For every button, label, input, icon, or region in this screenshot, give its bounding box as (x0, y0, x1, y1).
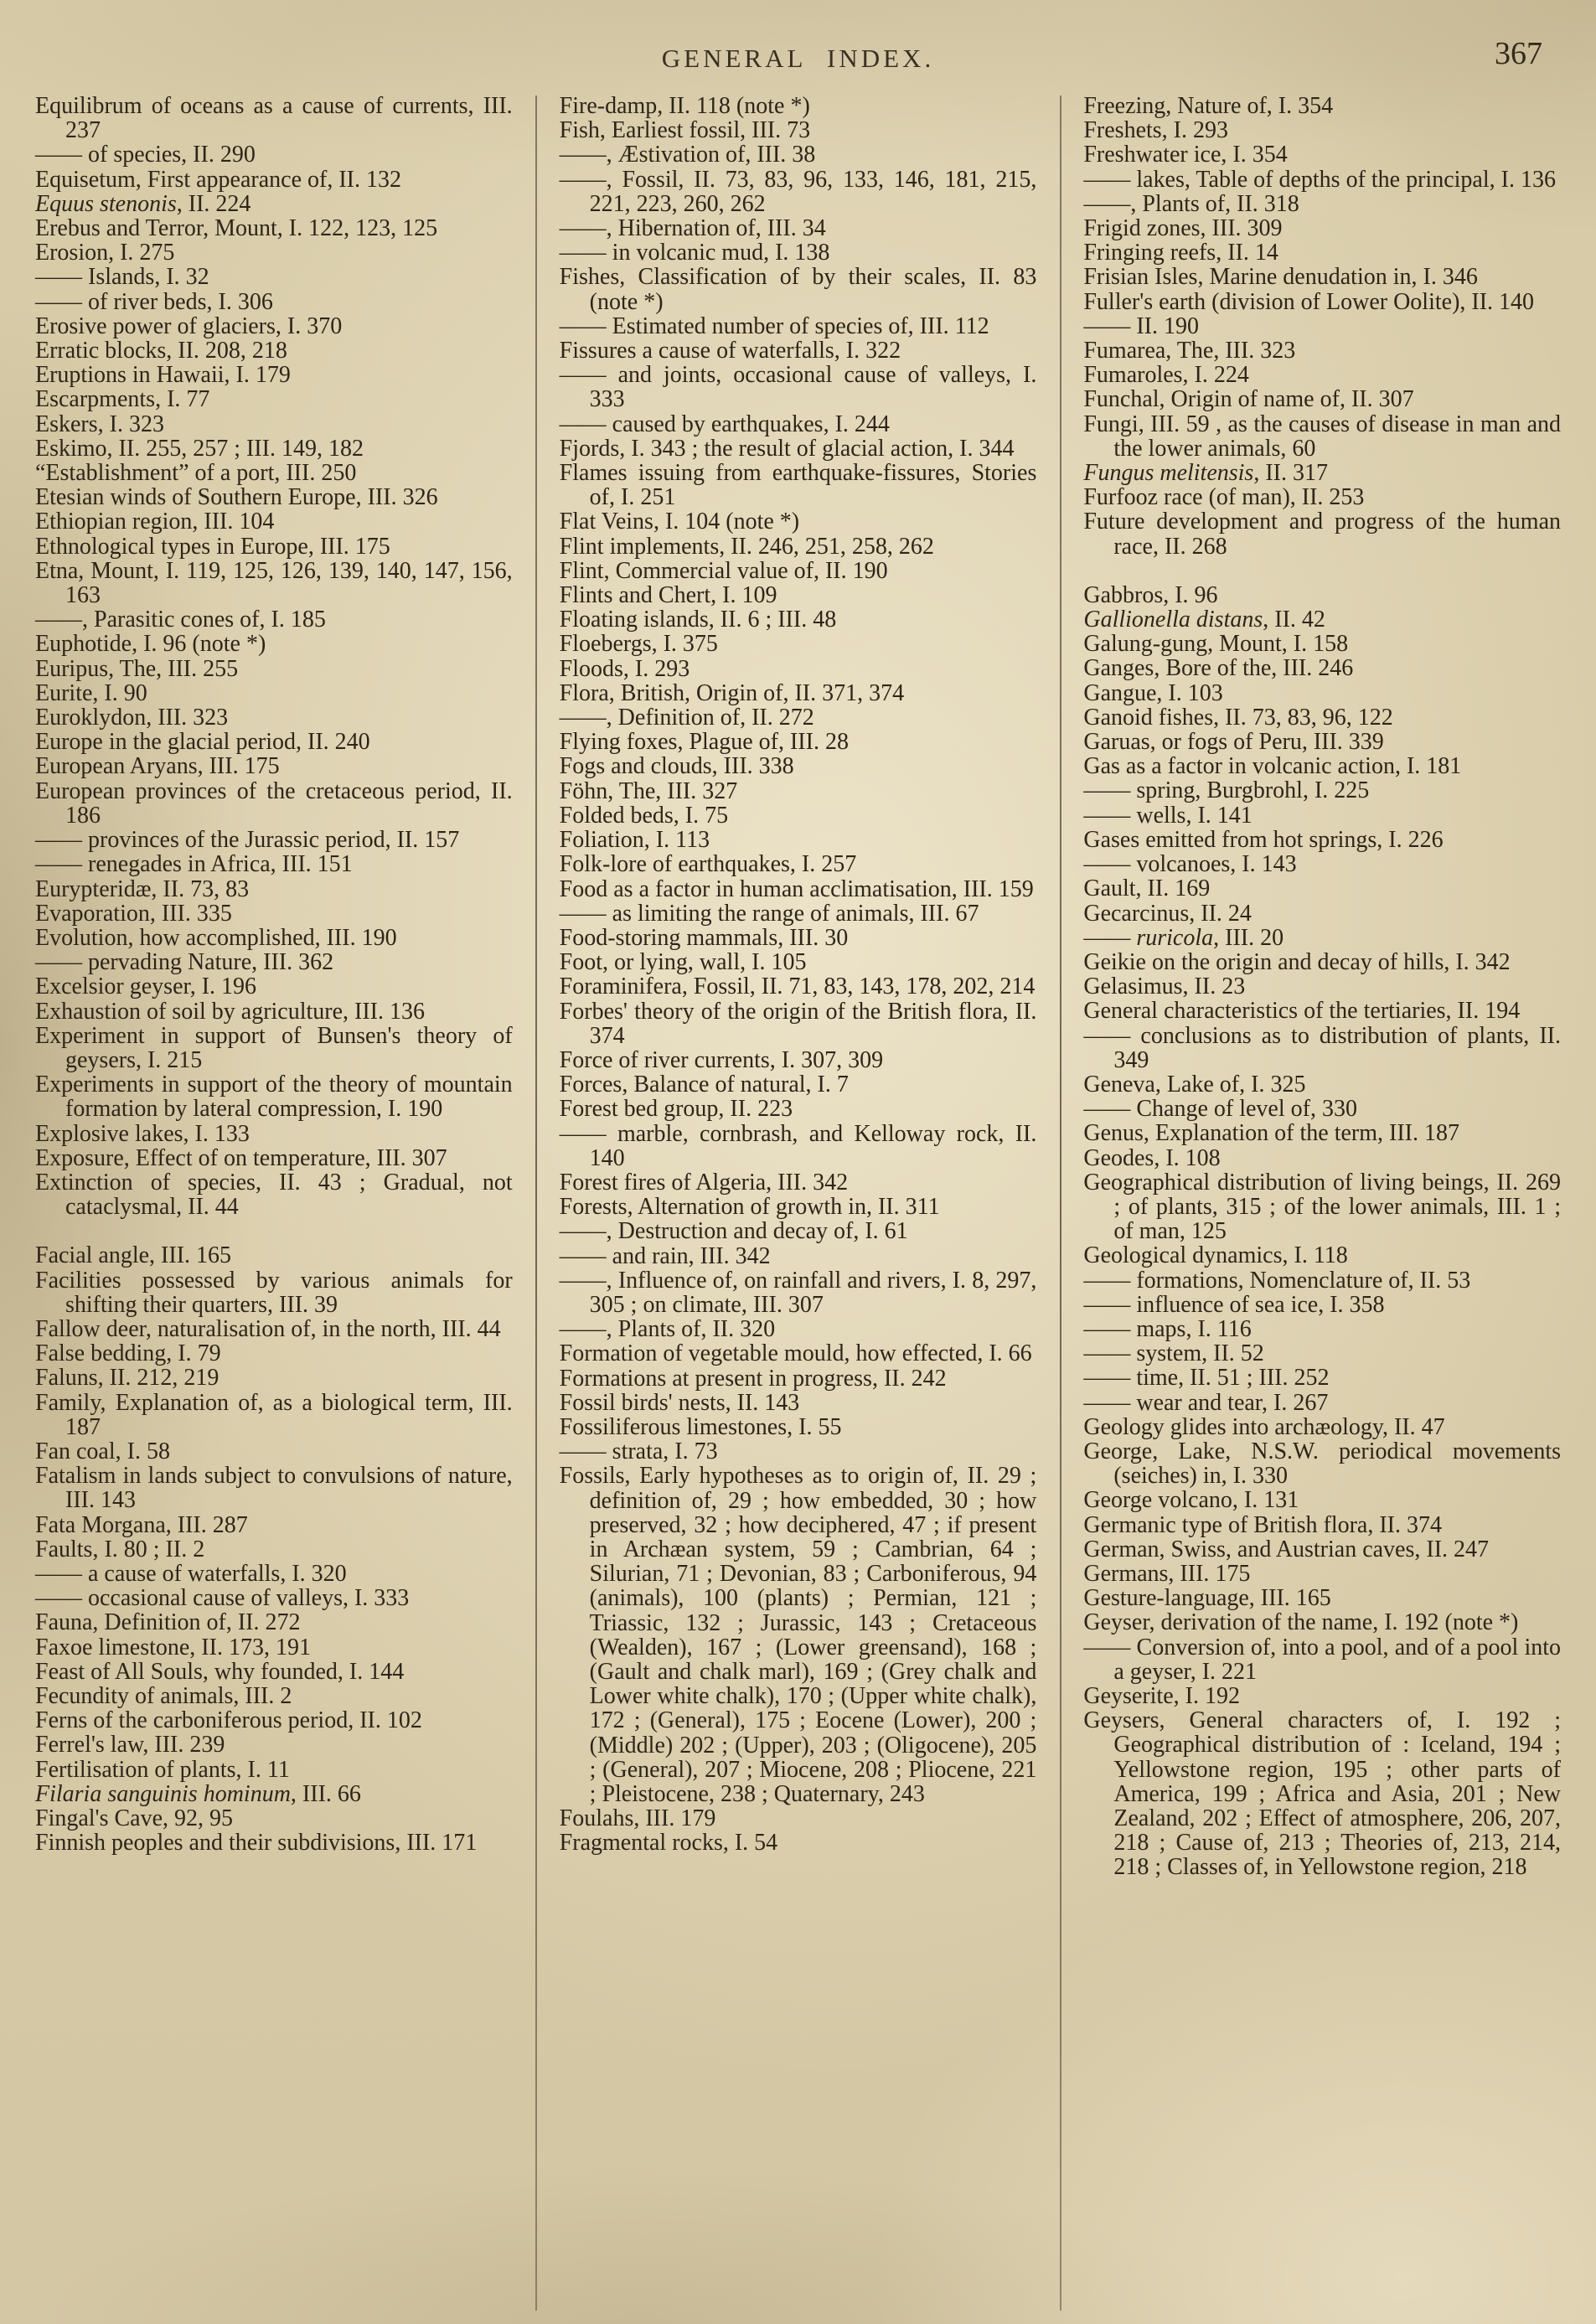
index-entry: Fuller's earth (division of Lower Oolite), II. 140 (1083, 288, 1535, 315)
index-entry: —— and rain, III. 342 (559, 1242, 771, 1269)
index-entry: —— spring, Burgbrohl, I. 225 (1083, 777, 1370, 804)
index-entry: Geology glides into archæology, II. 47 (1083, 1413, 1445, 1440)
index-entry: Etesian winds of Southern Europe, III. 326 (35, 484, 438, 511)
index-entry: Geysers, General characters of, I. 192 ; Geographical distribution of : Iceland, 194 ; Yellowstone region, 195 ; other parts of America, 199 ; Africa and Asia, 201 ; New Zealand, 202 ; Effect of atmosphere, 206, 207, 218 ; Cause of, 213 ; Theories of, 213, 214, 218 ; Classes of, in Yellowstone region, 218 (1083, 1707, 1562, 1881)
index-entry: Freshwater ice, I. 354 (1083, 142, 1288, 168)
index-columns (0, 94, 1596, 2322)
index-entry: Force of river currents, I. 307, 309 (559, 1046, 884, 1073)
index-entry: Fishes, Classification of by their scales, II. 83 (note *) (559, 264, 1037, 315)
page-title: GENERAL INDEX. (661, 44, 935, 73)
index-entry: Ganges, Bore of the, III. 246 (1083, 655, 1354, 682)
index-entry: Formations at present in progress, II. 242 (559, 1365, 947, 1392)
index-entry: Flint, Commercial value of, II. 190 (559, 557, 888, 584)
index-entry: General characteristics of the tertiaries, II. 194 (1083, 998, 1521, 1025)
index-entry: European Aryans, III. 175 (35, 753, 280, 780)
index-entry: Fatalism in lands subject to convulsions of nature, III. 143 (35, 1463, 513, 1514)
index-entry: “Establishment” of a port, III. 250 (35, 460, 357, 487)
index-entry: ——, Destruction and decay of, I. 61 (559, 1218, 908, 1245)
index-entry: Ferrel's law, III. 239 (35, 1732, 225, 1758)
index-entry: Fish, Earliest fossil, III. 73 (559, 117, 811, 144)
index-entry: Equisetum, First appearance of, II. 132 (35, 166, 401, 193)
index-entry: Fungus melitensis, II. 317 (1083, 460, 1328, 487)
index-entry: Food-storing mammals, III. 30 (559, 924, 849, 951)
index-entry: Experiments in support of the theory of mountain formation by lateral compression, I. 190 (35, 1072, 513, 1123)
index-entry: Geographical distribution of living beings, II. 269 ; of plants, 315 ; of the lower animals, III. 1 ; of man, 125 (1083, 1169, 1562, 1245)
index-entry: —— pervading Nature, III. 362 (35, 949, 334, 976)
index-entry: Erebus and Terror, Mount, I. 122, 123, 125 (35, 215, 438, 242)
index-entry: Funchal, Origin of name of, II. 307 (1083, 386, 1414, 413)
column-divider-left (535, 96, 537, 2311)
index-entry: Geikie on the origin and decay of hills, I. 342 (1083, 948, 1511, 975)
index-entry: —— II. 190 (1083, 312, 1199, 339)
index-entry: —— formations, Nomenclature of, II. 53 (1083, 1267, 1471, 1294)
index-entry: ——, Plants of, II. 320 (559, 1316, 776, 1343)
index-entry: Fjords, I. 343 ; the result of glacial action, I. 344 (559, 435, 1015, 462)
index-entry: Geyserite, I. 192 (1083, 1683, 1240, 1709)
index-entry: Flames issuing from earthquake-fissures, Stories of, I. 251 (559, 460, 1037, 511)
index-entry: Forests, Alternation of growth in, II. 311 (559, 1194, 940, 1221)
letter-group-gap (1083, 559, 1561, 583)
index-entry: Ethiopian region, III. 104 (35, 509, 275, 535)
index-entry: —— a cause of waterfalls, I. 320 (35, 1560, 347, 1587)
index-entry: Forbes' theory of the origin of the British flora, II. 374 (559, 998, 1037, 1049)
index-column-1 (35, 94, 513, 2322)
index-entry: —— renegades in Africa, III. 151 (35, 851, 353, 878)
index-entry: Freshets, I. 293 (1083, 117, 1228, 144)
index-entry: Formation of vegetable mould, how effected, I. 66 (559, 1340, 1032, 1367)
index-entry: Föhn, The, III. 327 (559, 777, 738, 804)
index-entry: False bedding, I. 79 (35, 1340, 221, 1367)
index-entry: Floebergs, I. 375 (559, 631, 718, 658)
index-entry: Fallow deer, naturalisation of, in the north, III. 44 (35, 1315, 501, 1342)
index-entry: Garuas, or fogs of Peru, III. 339 (1083, 729, 1384, 756)
index-entry: —— lakes, Table of depths of the principal, I. 136 (1083, 166, 1556, 193)
index-entry: ——, Plants of, II. 318 (1083, 190, 1299, 217)
index-entry: —— as limiting the range of animals, III. 67 (559, 900, 979, 927)
index-entry: Furfooz race (of man), II. 253 (1083, 484, 1365, 511)
index-entry: Europe in the glacial period, II. 240 (35, 729, 370, 756)
index-entry: —— Islands, I. 32 (35, 264, 209, 291)
index-entry: George, Lake, N.S.W. periodical movements (seiches) in, I. 330 (1083, 1438, 1562, 1490)
index-entry: Family, Explanation of, as a biological term, III. 187 (35, 1389, 513, 1440)
index-entry: Foraminifera, Fossil, II. 71, 83, 143, 178, 202, 214 (559, 973, 1036, 1000)
index-entry: Equus stenonis, II. 224 (35, 190, 251, 217)
index-entry: —— ruricola, III. 20 (1083, 924, 1284, 951)
index-entry: Flora, British, Origin of, II. 371, 374 (559, 679, 905, 706)
index-entry: —— wells, I. 141 (1083, 802, 1253, 829)
index-entry: —— wear and tear, I. 267 (1083, 1389, 1329, 1416)
index-entry: Fecundity of animals, III. 2 (35, 1683, 292, 1709)
index-entry: Excelsior geyser, I. 196 (35, 973, 257, 1000)
page-number: 367 (1495, 36, 1542, 71)
index-entry: Ferns of the carboniferous period, II. 102 (35, 1707, 422, 1734)
index-entry: —— in volcanic mud, I. 138 (559, 240, 830, 266)
index-column-2 (560, 94, 1037, 2322)
index-entry: —— of river beds, I. 306 (35, 288, 273, 315)
index-entry: Foliation, I. 113 (559, 827, 710, 854)
index-entry: —— Estimated number of species of, III. 112 (559, 312, 989, 339)
index-entry: Flat Veins, I. 104 (note *) (559, 509, 800, 535)
index-entry: —— Change of level of, 330 (1083, 1096, 1357, 1123)
index-entry: Gesture-language, III. 165 (1083, 1585, 1331, 1612)
index-entry: —— conclusions as to distribution of plants, II. 349 (1083, 1022, 1562, 1073)
index-entry: Explosive lakes, I. 133 (35, 1120, 250, 1147)
index-entry: —— system, II. 52 (1083, 1340, 1264, 1367)
index-entry: Future development and progress of the human race, II. 268 (1083, 509, 1562, 560)
index-entry: Fauna, Definition of, II. 272 (35, 1609, 301, 1636)
index-entry: Gases emitted from hot springs, I. 226 (1083, 826, 1444, 853)
index-entry: Galung-gung, Mount, I. 158 (1083, 631, 1349, 658)
index-entry: Gas as a factor in volcanic action, I. 181 (1083, 753, 1462, 780)
index-entry: Fata Morgana, III. 287 (35, 1511, 248, 1538)
index-entry: Eskers, I. 323 (35, 411, 164, 437)
index-entry: Facial angle, III. 165 (35, 1242, 232, 1269)
index-entry: Fossils, Early hypotheses as to origin of, II. 29 ; definition of, 29 ; how embedded, 30 ; how preserved, 32 ; how deciphered, 47 ; if present in Archæan system, 59 ; Cambrian, 64 ; Silurian, 71 ; Devonian, 83 ; Carboniferous, 94 (animals), 100 (plants) ; Permian, 121 ; Triassic, 132 ; Jurassic, 143 ; Cretaceous (Wealden), 167 ; (Lower greensand), 168 ; (Gault and chalk marl), 169 ; (Grey chalk and Lower white chalk), 170 ; (Upper white chalk), 172 ; (General), 175 ; Eocene (Lower), 200 ; (Middle) 202 ; (Upper), 203 ; (Oligocene), 205 ; (General), 207 ; Miocene, 208 ; Pliocene, 221 ; Pleistocene, 238 ; Quaternary, 243 (559, 1463, 1037, 1808)
index-entry: Floods, I. 293 (559, 655, 690, 682)
index-entry: Exposure, Effect of on temperature, III. 307 (35, 1144, 447, 1171)
index-entry: —— influence of sea ice, I. 358 (1083, 1291, 1385, 1318)
index-entry: Fissures a cause of waterfalls, I. 322 (559, 338, 901, 364)
index-entry: Experiment in support of Bunsen's theory of geysers, I. 215 (35, 1022, 513, 1073)
index-entry: —— and joints, occasional cause of valleys, I. 333 (559, 362, 1037, 413)
index-entry: Germanic type of British flora, II. 374 (1083, 1511, 1442, 1538)
index-entry: Escarpments, I. 77 (35, 386, 210, 413)
index-entry: Gangue, I. 103 (1083, 679, 1223, 706)
index-entry: Eruptions in Hawaii, I. 179 (35, 362, 291, 389)
index-entry: Euroklydon, III. 323 (35, 705, 229, 731)
index-entry: Flint implements, II. 246, 251, 258, 262 (559, 533, 934, 560)
index-entry: Filaria sanguinis hominum, III. 66 (35, 1780, 361, 1807)
index-entry: Evaporation, III. 335 (35, 900, 232, 927)
index-entry: Geodes, I. 108 (1083, 1144, 1221, 1171)
index-entry: Facilities possessed by various animals for shifting their quarters, III. 39 (35, 1267, 513, 1318)
index-entry: Euripus, The, III. 255 (35, 655, 239, 682)
index-entry: German, Swiss, and Austrian caves, II. 247 (1083, 1536, 1490, 1562)
letter-group-gap (35, 1219, 513, 1243)
index-entry: Forest bed group, II. 223 (559, 1096, 793, 1123)
index-entry: Eurite, I. 90 (35, 679, 147, 706)
index-entry: Foot, or lying, wall, I. 105 (559, 949, 807, 976)
index-entry: Erosion, I. 275 (35, 240, 175, 266)
index-entry: Euphotide, I. 96 (note *) (35, 631, 266, 658)
index-entry: Germans, III. 175 (1083, 1560, 1251, 1587)
index-entry: ——, Definition of, II. 272 (559, 705, 814, 731)
index-entry: Ethnological types in Europe, III. 175 (35, 533, 390, 560)
index-entry: Fungi, III. 59 , as the causes of disease in man and the lower animals, 60 (1083, 411, 1562, 462)
index-entry: Erratic blocks, II. 208, 218 (35, 338, 287, 364)
index-entry: Eskimo, II. 255, 257 ; III. 149, 182 (35, 435, 364, 462)
index-entry: George volcano, I. 131 (1083, 1487, 1299, 1514)
index-entry: ——, Influence of, on rainfall and rivers, I. 8, 297, 305 ; on climate, III. 307 (559, 1267, 1037, 1318)
index-entry: ——, Hibernation of, III. 34 (559, 215, 826, 242)
index-entry: —— marble, cornbrash, and Kelloway rock, II. 140 (559, 1120, 1037, 1171)
index-entry: Fan coal, I. 58 (35, 1438, 170, 1464)
index-entry: Gelasimus, II. 23 (1083, 973, 1246, 1000)
index-entry: Fire-damp, II. 118 (note *) (559, 94, 810, 119)
index-entry: Folk-lore of earthquakes, I. 257 (559, 851, 857, 878)
index-entry: Forest fires of Algeria, III. 342 (559, 1169, 849, 1196)
index-entry: Frigid zones, III. 309 (1083, 215, 1283, 242)
index-entry: Fringing reefs, II. 14 (1083, 240, 1278, 266)
index-entry: Gallionella distans, II. 42 (1083, 607, 1325, 633)
index-entry: European provinces of the cretaceous period, II. 186 (35, 777, 513, 829)
index-entry: —— strata, I. 73 (559, 1438, 718, 1465)
index-entry: —— maps, I. 116 (1083, 1315, 1252, 1342)
index-entry: Feast of All Souls, why founded, I. 144 (35, 1658, 405, 1685)
index-entry: Freezing, Nature of, I. 354 (1083, 94, 1334, 119)
index-entry: Geological dynamics, I. 118 (1083, 1242, 1348, 1269)
index-entry: Fingal's Cave, 92, 95 (35, 1805, 234, 1832)
index-entry: Fragmental rocks, I. 54 (559, 1830, 778, 1857)
index-entry: Faluns, II. 212, 219 (35, 1365, 220, 1392)
index-entry: Gecarcinus, II. 24 (1083, 900, 1252, 927)
index-entry: Erosive power of glaciers, I. 370 (35, 312, 343, 339)
column-divider-right (1060, 96, 1061, 2311)
index-entry: Extinction of species, II. 43 ; Gradual, not cataclysmal, II. 44 (35, 1169, 513, 1221)
index-entry: —— of species, II. 290 (35, 142, 256, 168)
index-entry: ——, Parasitic cones of, I. 185 (35, 607, 326, 633)
index-entry: Foulahs, III. 179 (559, 1805, 716, 1832)
index-entry: Eurypteridæ, II. 73, 83 (35, 875, 250, 902)
index-entry: Floating islands, II. 6 ; III. 48 (559, 607, 837, 633)
index-entry: Forces, Balance of natural, I. 7 (559, 1072, 849, 1098)
index-entry: Fumarea, The, III. 323 (1083, 338, 1296, 364)
index-entry: Ganoid fishes, II. 73, 83, 96, 122 (1083, 704, 1393, 731)
index-entry: Fossil birds' nests, II. 143 (559, 1389, 800, 1416)
index-entry: —— time, II. 51 ; III. 252 (1083, 1365, 1330, 1392)
index-entry: Evolution, how accomplished, III. 190 (35, 924, 397, 951)
index-entry: Flying foxes, Plague of, III. 28 (559, 729, 849, 756)
index-entry: Exhaustion of soil by agriculture, III. 136 (35, 998, 426, 1025)
index-entry: ——, Æstivation of, III. 38 (559, 142, 816, 168)
index-entry: Gault, II. 169 (1083, 875, 1211, 902)
index-column-3 (1083, 94, 1561, 2322)
index-entry: ——, Fossil, II. 73, 83, 96, 133, 146, 181, 215, 221, 223, 260, 262 (559, 166, 1037, 217)
index-entry: Fumaroles, I. 224 (1083, 362, 1249, 389)
index-entry: Faults, I. 80 ; II. 2 (35, 1536, 205, 1562)
index-entry: Geyser, derivation of the name, I. 192 (note *) (1083, 1609, 1519, 1636)
index-entry: Frisian Isles, Marine denudation in, I. 346 (1083, 264, 1478, 291)
index-entry: —— occasional cause of valleys, I. 333 (35, 1585, 410, 1612)
index-entry: Folded beds, I. 75 (559, 802, 729, 829)
index-entry: Faxoe limestone, II. 173, 191 (35, 1634, 311, 1660)
index-entry: Geneva, Lake of, I. 325 (1083, 1071, 1306, 1097)
index-entry: Fossiliferous limestones, I. 55 (559, 1413, 842, 1440)
index-entry: Equilibrum of oceans as a cause of currents, III. 237 (35, 94, 513, 144)
index-entry: Fogs and clouds, III. 338 (559, 753, 794, 780)
index-entry: —— caused by earthquakes, I. 244 (559, 411, 890, 437)
index-entry: Genus, Explanation of the term, III. 187 (1083, 1120, 1459, 1147)
index-entry: —— Conversion of, into a pool, and of a pool into a geyser, I. 221 (1083, 1634, 1562, 1685)
page-header (0, 0, 1596, 94)
index-entry: —— volcanoes, I. 143 (1083, 851, 1297, 878)
index-entry: Finnish peoples and their subdivisions, III. 171 (35, 1830, 478, 1857)
index-entry: Flints and Chert, I. 109 (559, 582, 777, 609)
index-entry: Food as a factor in human acclimatisation, III. 159 (559, 875, 1034, 902)
index-entry: —— provinces of the Jurassic period, II. 157 (35, 827, 460, 854)
index-entry: Fertilisation of plants, I. 11 (35, 1756, 290, 1783)
index-entry: Etna, Mount, I. 119, 125, 126, 139, 140, 147, 156, 163 (35, 557, 513, 609)
index-entry: Gabbros, I. 96 (1083, 581, 1218, 608)
